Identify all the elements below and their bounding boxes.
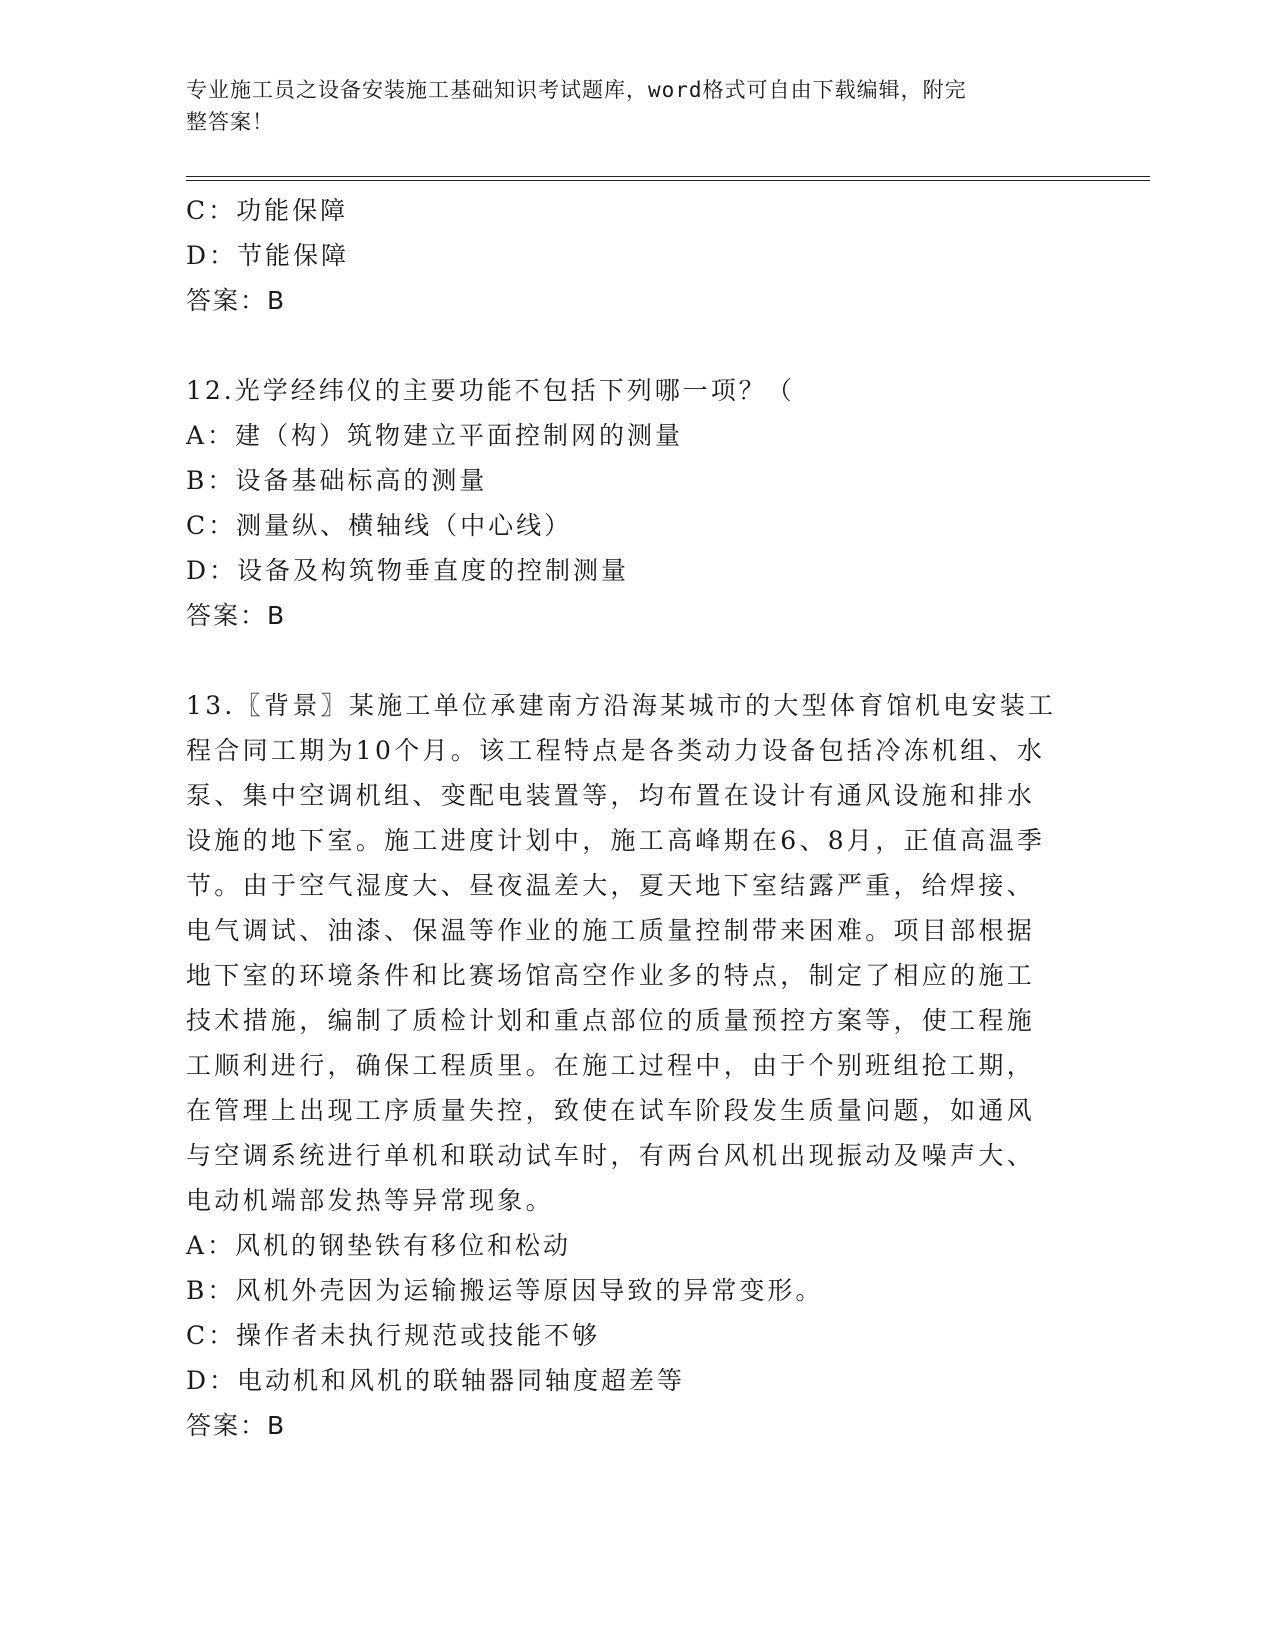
q12-option-a: A：建（构）筑物建立平面控制网的测量 — [186, 421, 684, 450]
header-line-2: 整答案！ — [186, 110, 274, 134]
q13-stem — [186, 683, 1086, 1223]
q12-option-b: B：设备基础标高的测量 — [186, 466, 488, 495]
q13-stem-line: 泵、集中空调机组、变配电装置等，均布置在设计有通风设施和排水 — [186, 781, 1036, 810]
q12-option-d: D：设备及构筑物垂直度的控制测量 — [186, 556, 630, 585]
q13-stem-line: 技术措施，编制了质检计划和重点部位的质量预控方案等，使工程施 — [186, 1006, 1036, 1035]
header-line-1: 专业施工员之设备安装施工基础知识考试题库，word格式可自由下载编辑，附完 — [186, 78, 967, 102]
document-body — [186, 188, 1086, 1448]
q13-stem-line: 节。由于空气湿度大、昼夜温差大，夏天地下室结露严重，给焊接、 — [186, 871, 1036, 900]
prev-option-c: C：功能保障 — [186, 196, 349, 225]
q13-stem-line: 电动机端部发热等异常现象。 — [186, 1186, 554, 1215]
page-header — [186, 74, 1066, 138]
q13-option-b: B：风机外壳因为运输搬运等原因导致的异常变形。 — [186, 1276, 824, 1305]
q13-stem-line: 与空调系统进行单机和联动试车时，有两台风机出现振动及噪声大、 — [186, 1141, 1036, 1170]
q13-stem-line: 在管理上出现工序质量失控，致使在试车阶段发生质量问题，如通风 — [186, 1096, 1036, 1125]
header-divider — [186, 176, 1150, 181]
q13-stem-line: 电气调试、油漆、保温等作业的施工质量控制带来困难。项目部根据 — [186, 916, 1036, 945]
q13-stem-line: 工顺利进行，确保工程质里。在施工过程中，由于个别班组抢工期， — [186, 1051, 1036, 1080]
prev-option-d: D：节能保障 — [186, 241, 350, 270]
q13-stem-line: 地下室的环境条件和比赛场馆高空作业多的特点，制定了相应的施工 — [186, 961, 1036, 990]
q13-answer: 答案：B — [186, 1411, 287, 1440]
q13-stem-line: 设施的地下室。施工进度计划中，施工高峰期在6、8月，正值高温季 — [186, 826, 1046, 855]
q13-option-a: A：风机的钢垫铁有移位和松动 — [186, 1231, 572, 1260]
prev-answer: 答案：B — [186, 286, 287, 315]
q12-answer: 答案：B — [186, 601, 287, 630]
q13-option-d: D：电动机和风机的联轴器同轴度超差等 — [186, 1366, 686, 1395]
q12-stem: 12.光学经纬仪的主要功能不包括下列哪一项？（ — [186, 376, 795, 405]
q12-option-c: C：测量纵、横轴线（中心线） — [186, 511, 573, 540]
q13-stem-line: 13.〖背景〗某施工单位承建南方沿海某城市的大型体育馆机电安装工 — [186, 691, 1057, 720]
spacer — [186, 638, 1086, 683]
q13-option-c: C：操作者未执行规范或技能不够 — [186, 1321, 601, 1350]
q13-stem-line: 程合同工期为10个月。该工程特点是各类动力设备包括冷冻机组、水 — [186, 736, 1046, 765]
spacer — [186, 323, 1086, 368]
